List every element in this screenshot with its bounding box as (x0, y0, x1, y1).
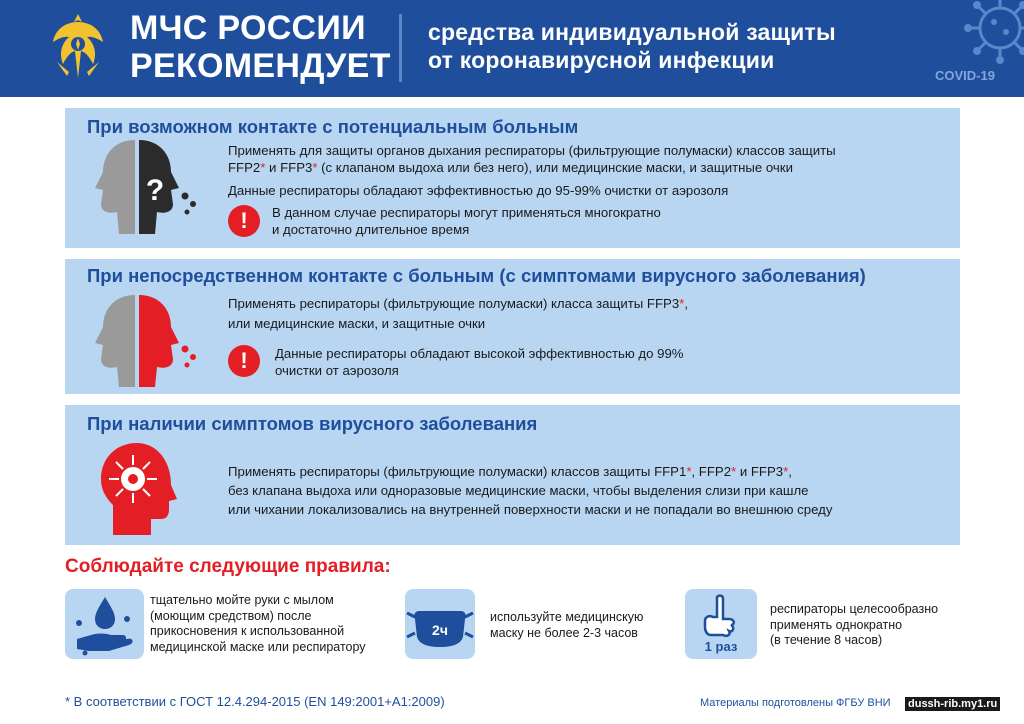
split-head-question-icon (85, 138, 200, 238)
mask-icon-box (405, 589, 475, 659)
panel2-warning-line2: очистки от аэрозоля (275, 363, 399, 378)
panel1-title: При возможном контакте с потенциальным больным (87, 116, 579, 137)
panel2-warning-text (275, 345, 684, 379)
covid-label: COVID-19 (935, 68, 995, 83)
panel1-warning-line2: и достаточно длительное время (272, 222, 470, 237)
split-head-red-icon (85, 293, 200, 391)
panel1-line1: Применять для защиты органов дыхания респираторы (фильтрующие полумаски) классов защиты (228, 143, 836, 158)
panel1-line2: FFP2* и FFP3* (с клапаном выдоха или без него), или медицинские маски, и защитные очки (228, 160, 793, 175)
warning-icon: ! (228, 345, 260, 377)
header-title-line1: МЧС РОССИИ (130, 9, 366, 47)
panel2-line1: Применять респираторы (фильтрующие полумаски) класса защиты FFP3*, (228, 296, 688, 311)
one-finger-icon (685, 589, 757, 659)
panel1-text (228, 142, 836, 199)
panel-direct-contact (65, 259, 960, 394)
panel3-title: При наличии симптомов вирусного заболевания (87, 413, 538, 434)
panel2-text (228, 295, 688, 332)
header-banner (0, 0, 1024, 97)
gost-footnote: * В соответствии с ГОСТ 12.4.294-2015 (EN 149:2001+A1:2009) (65, 694, 445, 709)
one-time-icon-label: 1 раз (704, 639, 738, 654)
panel1-warning-text (272, 204, 661, 238)
panel2-warning-line1: Данные респираторы обладают высокой эффективностью до 99% (275, 346, 684, 361)
header-divider (399, 14, 402, 82)
panel3-text (228, 462, 832, 519)
panel1-line3: Данные респираторы обладают эффективностью до 95-99% очистки от аэрозоля (228, 183, 729, 198)
emercom-emblem-icon (47, 10, 109, 84)
credits-text: Материалы подготовлены ФГБУ ВНИ (700, 697, 891, 709)
red-head-virus-icon (95, 439, 185, 539)
rule1-line4: медицинской маске или респиратору (150, 639, 366, 654)
panel-symptoms (65, 405, 960, 545)
rule1-text (150, 593, 366, 655)
header-subtitle-line1: средства индивидуальной защиты (428, 19, 836, 45)
panel1-warning-line1: В данном случае респираторы могут применяться многократно (272, 205, 661, 220)
rules-title: Соблюдайте следующие правила: (65, 556, 391, 577)
rule1-line3: прикосновения к использованной (150, 624, 345, 638)
rule2-line1: используйте медицинскую (490, 610, 644, 624)
one-time-icon-box (685, 589, 757, 659)
watermark-link[interactable]: dussh-rib.my1.ru (905, 697, 1000, 711)
rule3-text (770, 602, 938, 649)
rule1-line2: (моющим средством) после (150, 608, 312, 623)
header-title (130, 9, 391, 85)
mask-icon-label: 2ч (432, 622, 448, 638)
header-title-line2: РЕКОМЕНДУЕТ (130, 47, 391, 85)
rule2-text (490, 610, 643, 641)
rule1-line1: тщательно мойте руки с мылом (150, 593, 334, 607)
panel-potential-contact (65, 108, 960, 248)
hand-wash-icon (65, 589, 144, 659)
mask-timer-icon (405, 589, 475, 659)
rule3-line3: (в течение 8 часов) (770, 633, 883, 647)
panel2-line2: или медицинские маски, и защитные очки (228, 316, 486, 331)
panel3-line3: или чихании локализовались на внутренней поверхности маски и не попадали во внешнюю среду (228, 502, 833, 517)
header-subtitle (428, 18, 836, 74)
warning-icon: ! (228, 205, 260, 237)
header-subtitle-line2: от коронавирусной инфекции (428, 47, 775, 73)
panel2-title: При непосредственном контакте с больным (с симптомами вирусного заболевания) (87, 265, 866, 286)
rule2-line2: маску не более 2-3 часов (490, 625, 638, 640)
panel3-line2: без клапана выдоха или одноразовые медицинские маски, чтобы выделения слизи при кашле (228, 483, 809, 498)
question-mark-glyph: ? (145, 174, 165, 207)
panel3-line1: Применять респираторы (фильтрующие полумаски) классов защиты FFP1*, FFP2* и FFP3*, (228, 464, 792, 479)
hand-wash-icon-box (65, 589, 144, 659)
virus-icon (960, 0, 1024, 64)
rule3-line2: применять однократно (770, 617, 903, 632)
rule3-line1: респираторы целесообразно (770, 602, 939, 616)
